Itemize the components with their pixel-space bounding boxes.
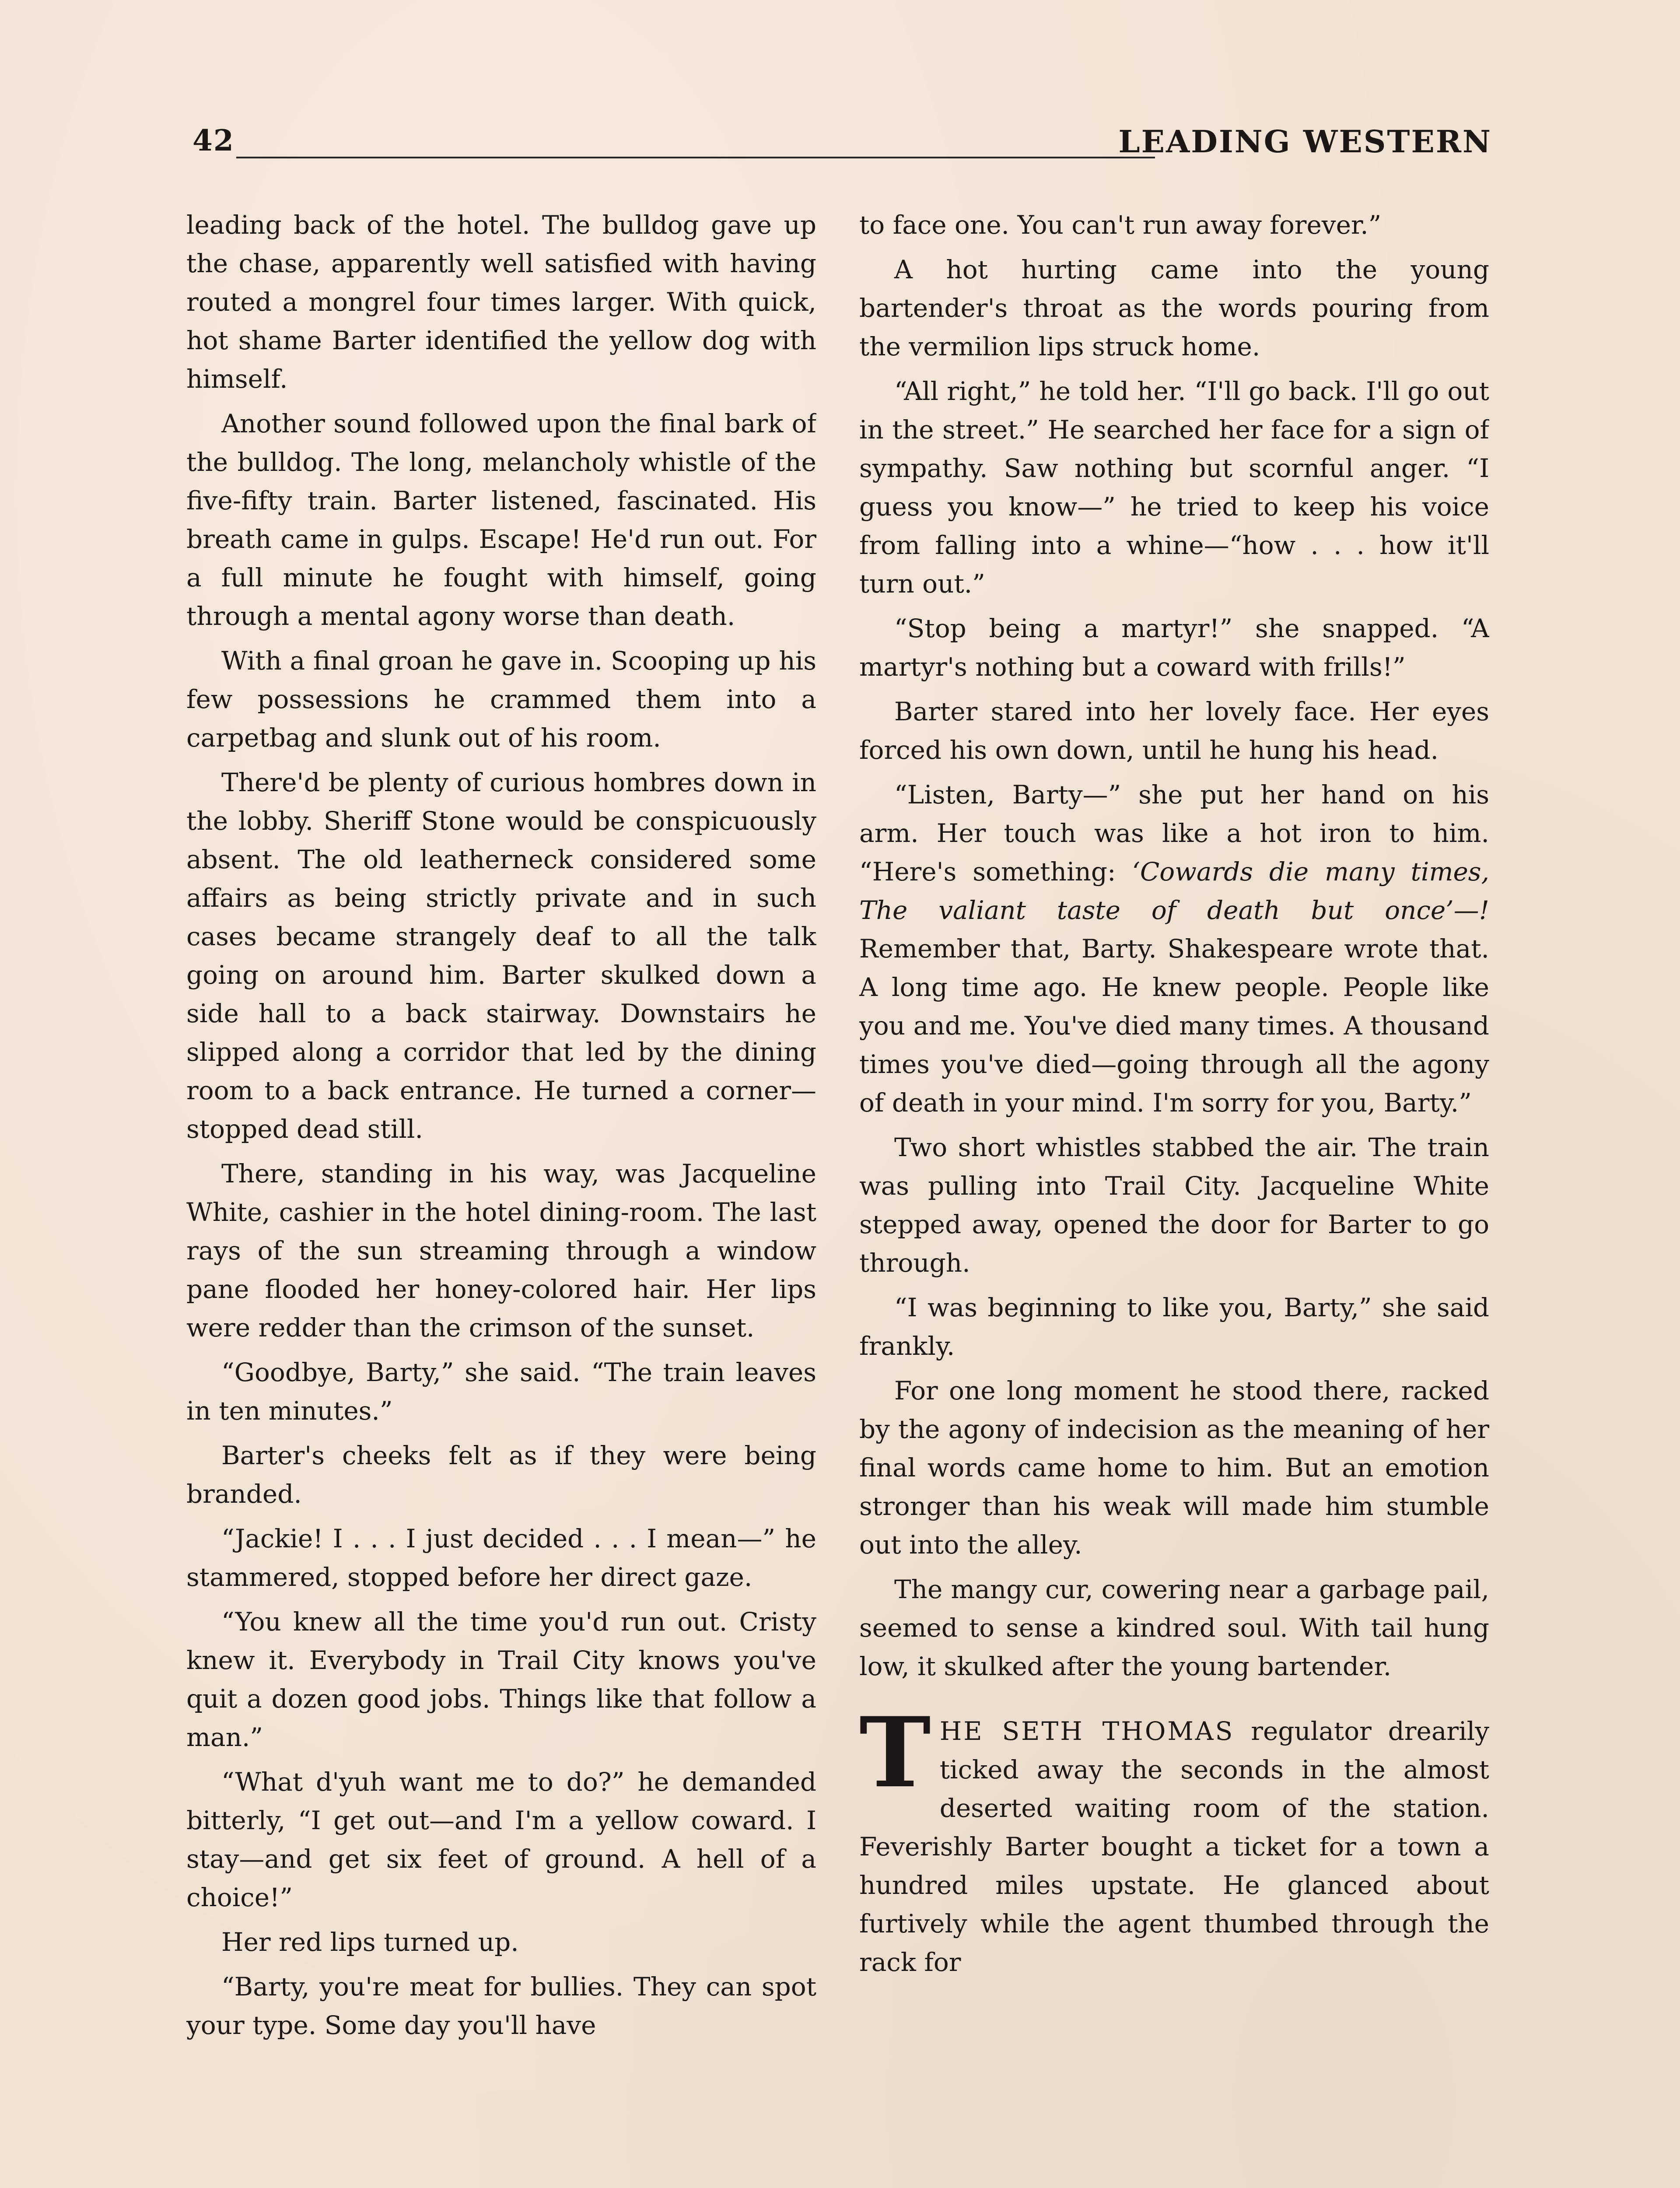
paragraph: “I was beginning to like you, Barty,” she said frankly. [859,1293,1489,1361]
paragraph: “Goodbye, Barty,” she said. “The train leaves in ten minutes.” [186,1357,816,1426]
left-column [186,206,816,2188]
paragraph: There, standing in his way, was Jacqueline White, cashier in the hotel dining-room. The last rays of the sun streaming through a window pane flooded her honey-colored hair. Her lips were redder than the crimson of the sunset. [186,1159,816,1343]
paragraph: Another sound followed upon the final bark of the bulldog. The long, melancholy whistle of the five-fifty train. Barter listened, fascinated. His breath came in gulps. Escape! He'd run out. For a full minute he fought with himself, going through a mental agony worse than death. [186,409,816,631]
paragraph: “Stop being a martyr!” she snapped. “A martyr's nothing but a coward with frills!” [859,614,1489,682]
paragraph: “Jackie! I . . . I just decided . . . I mean—” he stammered, stopped before her direct gaze. [186,1524,816,1592]
paragraph: Her red lips turned up. [221,1927,519,1957]
drop-cap: T [859,1696,931,1809]
right-column [859,206,1489,2188]
section-opening [859,1696,1489,1981]
paragraph: There'd be plenty of curious hombres down in the lobby. Sheriff Stone would be conspicuously absent. The old leatherneck considered some affairs as being strictly private and in such cases became strangely deaf to all the talk going on around him. Barter skulked down a side hall to a back stairway. Downstairs he slipped along a corridor that led by the dining room to a back entrance. He turned a corner—stopped dead still. [186,768,816,1144]
paragraph: “What d'yuh want me to do?” he demanded bitterly, “I get out—and I'm a yellow coward. I stay—and get six feet of ground. A hell of a choice!” [186,1767,816,1912]
paragraph: Two short whistles stabbed the air. The train was pulling into Trail City. Jacqueline White stepped away, opened the door for Barter to go through. [859,1133,1489,1278]
page-header [192,123,1492,167]
paragraph: A hot hurting came into the young bartender's throat as the words pouring from the vermilion lips struck home. [859,255,1489,361]
header-rule [236,157,1155,158]
paragraph: leading back of the hotel. The bulldog gave up the chase, apparently well satisfied with having routed a mongrel four times larger. With quick, hot shame Barter identified the yellow dog with himself. [186,210,816,394]
paragraph-text: Remember that, Barty. Shakespeare wrote that. A long time ago. He knew people. People like you and me. You've died many times. A thousand times you've died—going through all the agony of death in your mind. I'm sorry for you, Barty.” [859,934,1489,1118]
section-text: regulator drearily ticked away the seconds in the almost deserted waiting room of the station. Feverishly Barter bought a ticket for a town a hundred miles upstate. He glanced about furtively while the agent thumbed through the rack for [859,1716,1489,1977]
paragraph: The mangy cur, cowering near a garbage pail, seemed to sense a kindred soul. With tail hung low, it skulked after the young bartender. [859,1574,1489,1681]
paragraph: “Barty, you're meat for bullies. They can spot your type. Some day you'll have [186,1972,816,2040]
magazine-title: LEADING WESTERN [1118,123,1492,160]
paragraph: to face one. You can't run away forever.” [859,210,1382,240]
paragraph: Barter stared into her lovely face. Her eyes forced his own down, until he hung his head. [859,697,1489,765]
paragraph: For one long moment he stood there, racked by the agony of indecision as the meaning of her final words came home to him. But an emotion stronger than his weak will made him stumble out into the alley. [859,1376,1489,1560]
paragraph-with-quote [859,775,1489,1122]
paragraph: With a final groan he gave in. Scooping up his few possessions he crammed them into a carpetbag and slunk out of his room. [186,646,816,753]
paragraph: Barter's cheeks felt as if they were being branded. [186,1441,816,1509]
shakespeare-quote: ‘Cowards die many times, The valiant taste of death but once’—! [859,857,1489,925]
paragraph-text: “Listen, Barty—” she put her hand on his arm. Her touch was like a hot iron to him. “Here's something: [859,780,1489,887]
paragraph: “You knew all the time you'd run out. Cristy knew it. Everybody in Trail City knows you've quit a dozen good jobs. Things like that follow a man.” [186,1607,816,1752]
section-lead-in: HE SETH THOMAS [939,1716,1235,1746]
paragraph: “All right,” he told her. “I'll go back. I'll go out in the street.” He searched her face for a sign of sympathy. Saw nothing but scornful anger. “I guess you know—” he tried to keep his voice from falling into a whine—“how . . . how it'll turn out.” [859,376,1489,599]
page-number: 42 [192,123,234,158]
